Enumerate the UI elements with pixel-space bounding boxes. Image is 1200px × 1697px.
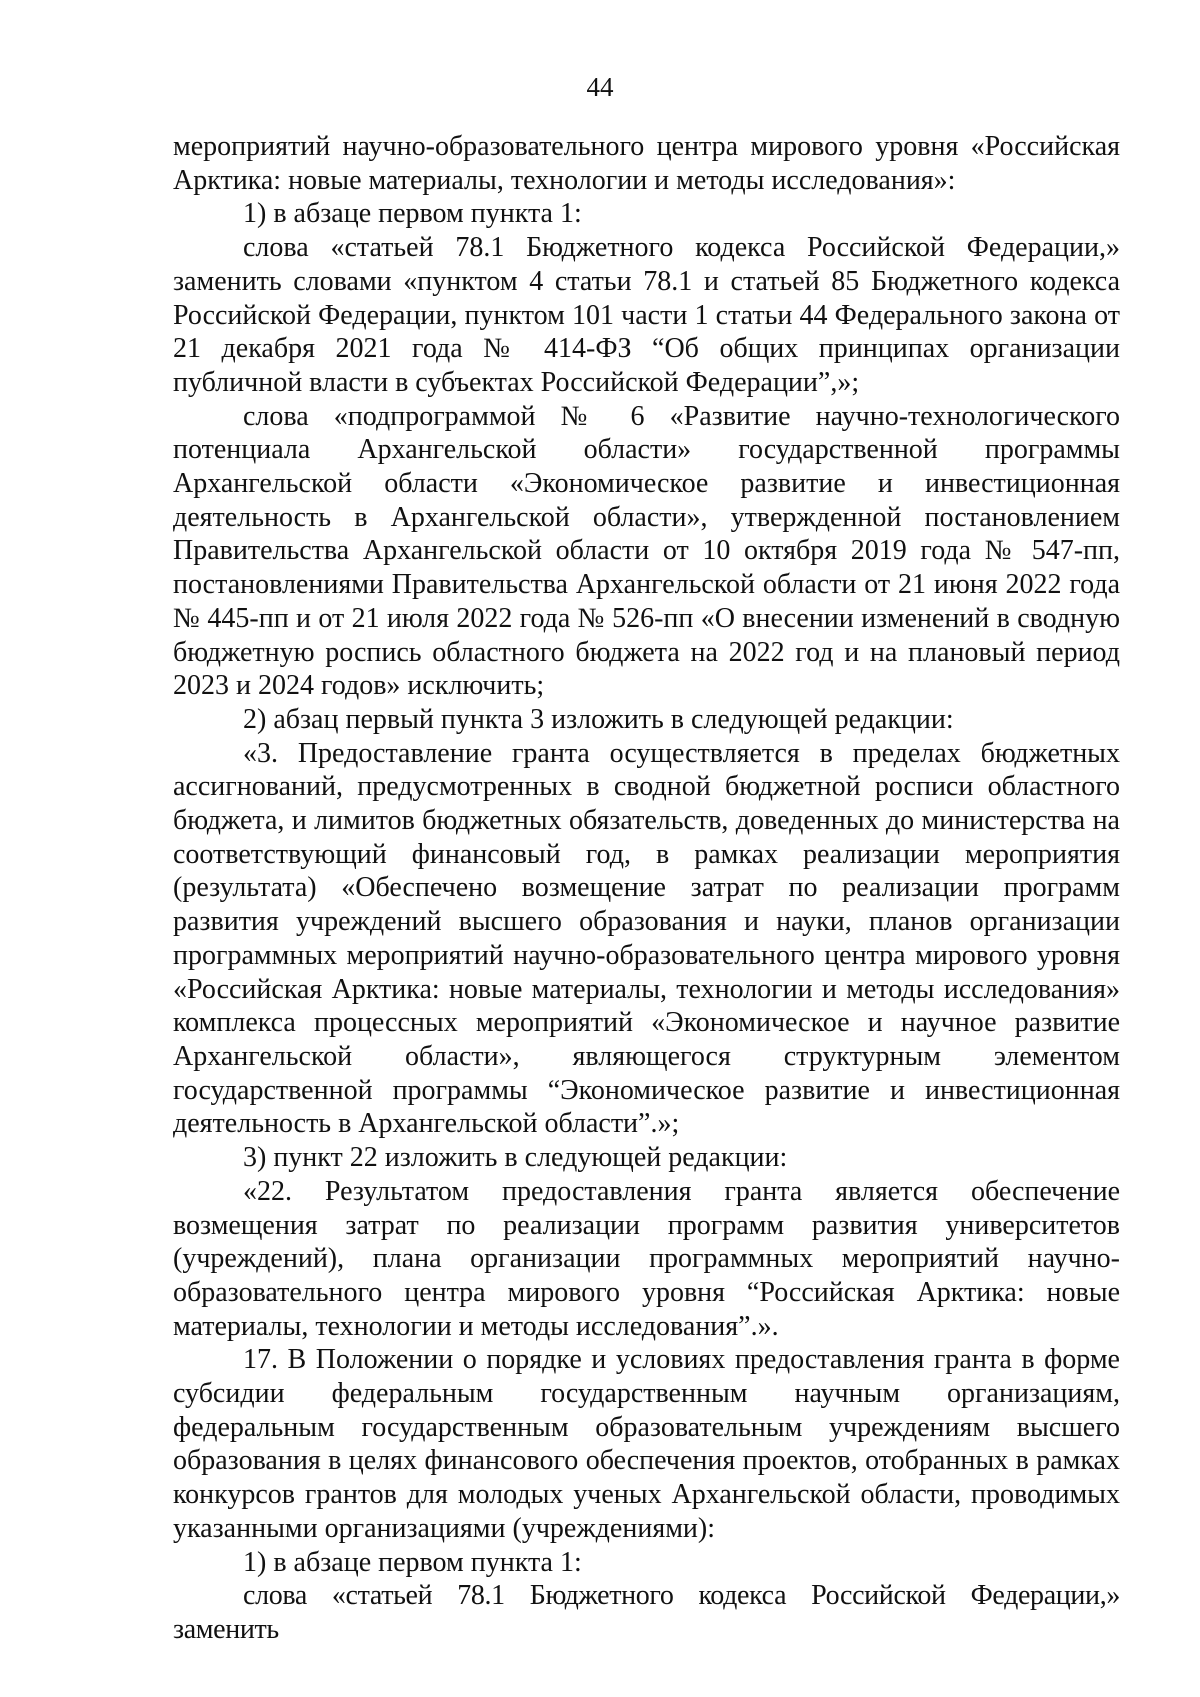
paragraph-clause-22: «22. Результатом предоставления гранта является обеспечение возмещения затрат по реализации программ развития университетов (учреждений), плана организации программных мероприятий научно-образовательного центра мирового уровня “Российская Арктика: новые материалы, технологии и методы исследования”.».	[173, 1175, 1120, 1342]
paragraph-item-1-second: 1) в абзаце первом пункта 1:	[243, 1546, 582, 1578]
paragraph-exclude-words: слова «подпрограммой № 6 «Развитие научно-технологического потенциала Архангельской области» государственной программы Архангельской области «Экономическое развитие и инвестиционная деятельность в Архангельской области», утвержденной постановлением Правительства Архангельской области от 10 октября 2019 года № 547-пп, постановлениями Правительства Архангельской области от 21 июня 2022 года № 445-пп и от 21 июля 2022 года № 526-пп «О внесении изменений в сводную бюджетную роспись областного бюджета на 2022 год и на плановый период 2023 и 2024 годов» исключить;	[173, 400, 1120, 702]
paragraph-continuation: мероприятий научно-образовательного центра мирового уровня «Российская Арктика: новые материалы, технологии и методы исследования»:	[173, 131, 1120, 196]
paragraph-section-17: 17. В Положении о порядке и условиях предоставления гранта в форме субсидии федеральным государственным научным организациям, федеральным государственным образовательным учреждениям высшего образования в целях финансового обеспечения проектов, отобранных в рамках конкурсов грантов для молодых ученых Архангельской области, проводимых указанными организациями (учреждениями):	[173, 1344, 1120, 1544]
paragraph-replace-words-second: слова «статьей 78.1 Бюджетного кодекса Российской Федерации,» заменить	[173, 1580, 1120, 1645]
paragraph-clause-3: «3. Предоставление гранта осуществляется в пределах бюджетных ассигнований, предусмотренных в сводной бюджетной росписи областного бюджета, и лимитов бюджетных обязательств, доведенных до министерства на соответствующий финансовый год, в рамках реализации мероприятия (результата) «Обеспечено возмещение затрат по реализации программ развития учреждений высшего образования и науки, планов организации программных мероприятий научно-образовательного центра мирового уровня «Российская Арктика: новые материалы, технологии и методы исследования» комплекса процессных мероприятий «Экономическое и научное развитие Архангельской области», являющегося структурным элементом государственной программы “Экономическое развитие и инвестиционная деятельность в Архангельской области”.»;	[173, 737, 1120, 1140]
paragraph-item-3: 3) пункт 22 изложить в следующей редакции:	[243, 1142, 788, 1174]
paragraph-item-2: 2) абзац первый пункта 3 изложить в следующей редакции:	[243, 703, 954, 735]
document-body	[173, 130, 1120, 1647]
paragraph-replace-words: слова «статьей 78.1 Бюджетного кодекса Российской Федерации,» заменить словами «пунктом 4 статьи 78.1 и статьей 85 Бюджетного кодекса Российской Федерации, пунктом 101 части 1 статьи 44 Федерального закона от 21 декабря 2021 года № 414-ФЗ “Об общих принципах организации публичной власти в субъектах Российской Федерации”,»;	[173, 232, 1120, 398]
page-number: 44	[586, 72, 614, 102]
paragraph-item-1: 1) в абзаце первом пункта 1:	[243, 198, 582, 230]
